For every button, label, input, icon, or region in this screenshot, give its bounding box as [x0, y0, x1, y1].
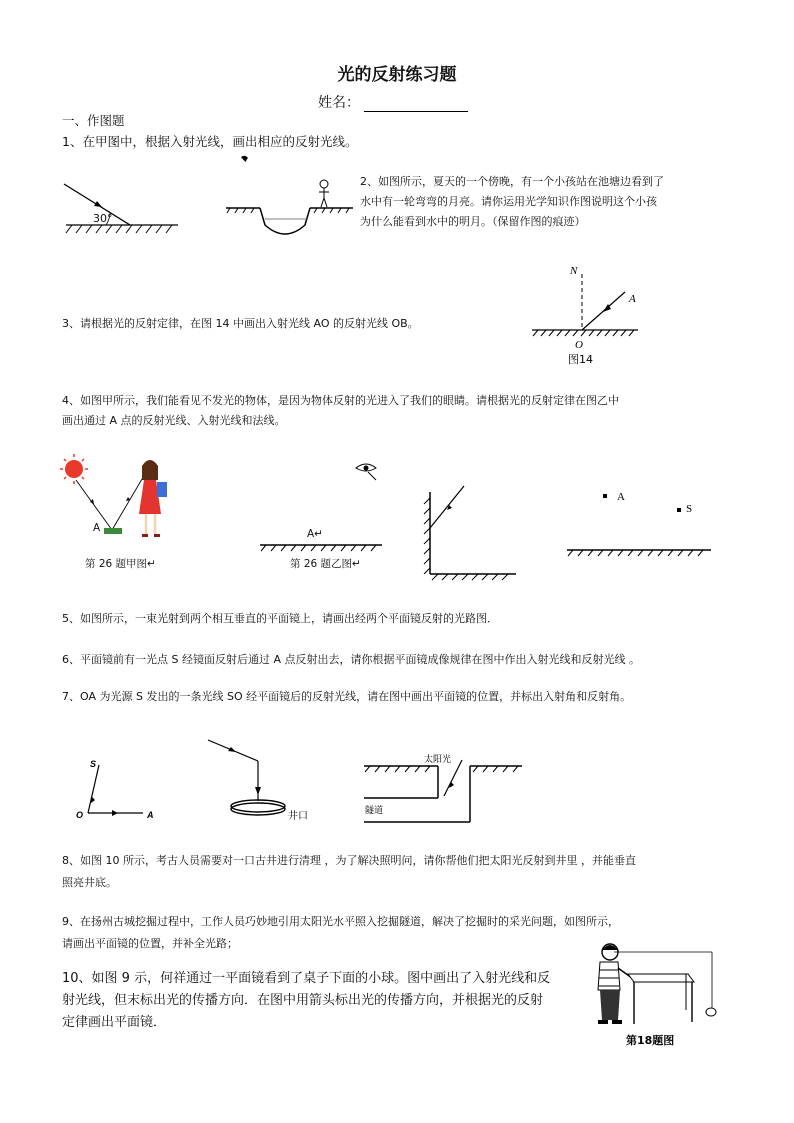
eye-icon	[354, 460, 382, 482]
fig26b-caption: 第 26 题乙图↵	[290, 558, 361, 570]
question-5: 5、如图所示，一束光射到两个相互垂直的平面镜上，请画出经两个平面镜反射的光路图．	[62, 612, 498, 625]
fig18-caption: 第18题图	[626, 1034, 675, 1047]
well-label: 井口	[288, 811, 308, 822]
fig26a-caption: 第 26 题甲图↵	[85, 558, 156, 570]
question-2: 2、如图所示，夏天的一个傍晚，有一个小孩站在池塘边看到了 水中有一轮弯弯的月亮。请你运用光学知识作图说明这个小孩 为什么能看到水中的明月。（保留作图的痕迹）	[360, 175, 664, 228]
book-icon	[104, 528, 122, 534]
fig14-O-label: O	[575, 339, 583, 351]
name-label: 姓名：	[318, 95, 360, 111]
q1-angle-label: 30°	[93, 212, 113, 225]
q2-pond-figure	[225, 153, 355, 243]
fig26b-A-label: A↵	[307, 528, 323, 540]
fig7-O-label: O	[76, 810, 84, 820]
question-9: 9、在扬州古城挖掘过程中，工作人员巧妙地引用太阳光水平照入挖掘隧道，解决了挖掘时的采光问题，如图所示， 请画出平面镜的位置，并补全光路；	[62, 915, 619, 950]
moon-icon	[241, 156, 248, 162]
sun-label: 太阳光	[424, 755, 452, 765]
boy-icon	[598, 944, 632, 1024]
section-heading: 一、作图题	[62, 113, 125, 128]
question-10: 10、如图 9 示，何祥通过一平面镜看到了桌子下面的小球。图中画出了入射光线和反 射光线，但末标出光的传播方向．在图中用箭头标出光的传播方向，并根据光的反射 定律画出平面镜．	[62, 971, 551, 1030]
question-8: 8、如图 10 所示，考古人员需要对一口古井进行清理 ，为了解决照明问，请你帮他们把太阳光反射到井里 ，并能垂直 照亮井底。	[62, 854, 636, 889]
question-7: 7、OA 为光源 S 发出的一条光线 SO 经平面镜后的反射光线，请在图中画出平面镜的位置，并标出入射角和反射角。	[62, 690, 632, 703]
fig26a-figure	[60, 452, 190, 552]
fig14-figure	[530, 262, 640, 372]
question-4: 4、如图甲所示，我们能看见不发光的物体，是因为物体反射的光进入了我们的眼睛。请根据光的反射定律在图乙中 画出通过 A 点的反射光线、入射光线和法线。	[62, 394, 619, 427]
ball-icon	[706, 1008, 716, 1016]
page-title: 光的反射练习题	[337, 65, 457, 85]
fig7-SOA-figure	[70, 755, 165, 827]
question-1: 1、在甲图中，根据入射光线，画出相应的反射光线。	[62, 134, 358, 149]
fig18-figure	[592, 940, 722, 1050]
table-icon	[628, 974, 694, 1024]
question-6: 6、平面镜前有一光点 S 经镜面反射后通过 A 点反射出去，请你根据平面镜成像规律在图中作出入射光线和反射光线 。	[62, 653, 640, 666]
fig14-N-label: N	[570, 265, 578, 277]
fig7-S-label: S	[90, 759, 97, 769]
tunnel-figure	[362, 752, 524, 827]
perpendicular-mirrors-figure	[420, 480, 520, 580]
fig14-caption: 图14	[568, 353, 593, 366]
name-field	[318, 92, 468, 112]
girl-icon	[139, 460, 167, 537]
point-A-label: A	[617, 491, 625, 503]
child-icon	[319, 180, 329, 207]
tunnel-label: 隧道	[365, 806, 384, 816]
fig7-A-label: A	[147, 810, 154, 820]
fig14-A-label: A	[629, 293, 636, 305]
q1-mirror-figure	[62, 170, 182, 240]
fig26a-A-label: A	[93, 522, 101, 534]
point-S-A-figure	[565, 488, 715, 558]
question-3: 3、请根据光的反射定律，在图 14 中画出入射光线 AO 的反射光线 OB。	[62, 317, 419, 330]
well-figure	[200, 735, 320, 830]
point-S-label: S	[686, 503, 693, 515]
sun-icon	[60, 454, 88, 484]
name-blank-line[interactable]	[364, 97, 468, 112]
